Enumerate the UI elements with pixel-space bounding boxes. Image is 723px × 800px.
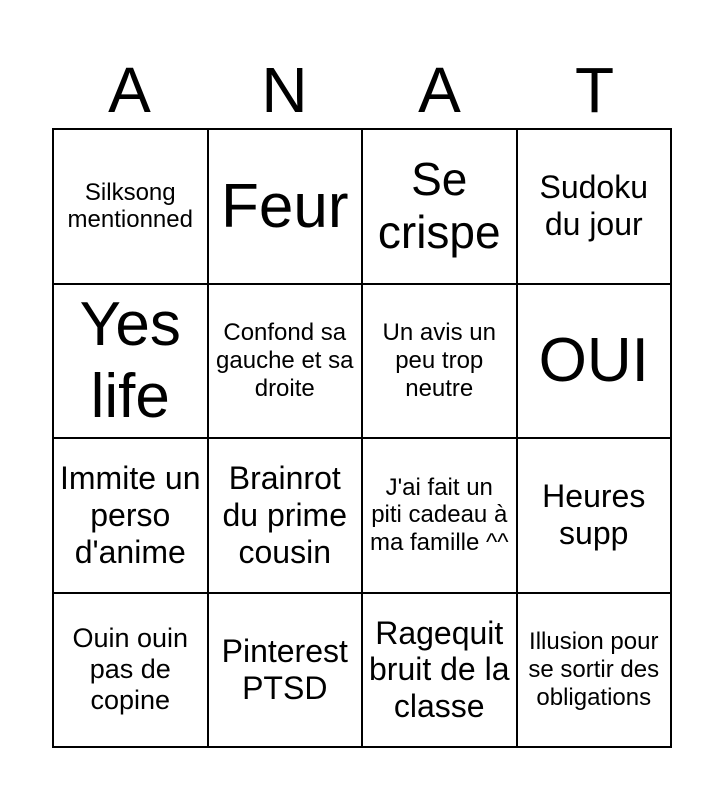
bingo-cell[interactable] xyxy=(517,284,672,439)
bingo-cell[interactable] xyxy=(362,284,517,439)
bingo-cell[interactable] xyxy=(53,438,208,593)
bingo-cell-text: Sudoku du jour xyxy=(539,169,649,243)
bingo-cell-text: Feur xyxy=(221,171,349,241)
bingo-cell[interactable] xyxy=(208,284,363,439)
bingo-cell[interactable] xyxy=(53,284,208,439)
bingo-cell-text: Silksong mentionned xyxy=(67,178,193,234)
bingo-cell[interactable] xyxy=(53,129,208,284)
bingo-cell-text: Confond sa gauche et sa droite xyxy=(216,319,354,402)
bingo-cell[interactable] xyxy=(208,438,363,593)
bingo-cell[interactable] xyxy=(362,129,517,284)
bingo-cell-text: Ragequit bruit de la classe xyxy=(368,614,510,725)
bingo-cell[interactable] xyxy=(362,593,517,748)
bingo-cell-text: J'ai fait un piti cadeau à ma famille ^^ xyxy=(369,473,509,557)
bingo-cell[interactable] xyxy=(208,593,363,748)
bingo-cell[interactable] xyxy=(362,438,517,593)
header-letter: N xyxy=(261,54,308,126)
bingo-cell-text: Immite un perso d'anime xyxy=(60,460,201,570)
bingo-cell-text: Ouin ouin pas de copine xyxy=(72,623,189,716)
bingo-cell[interactable] xyxy=(208,129,363,284)
bingo-cell-text: OUI xyxy=(538,326,649,396)
bingo-header xyxy=(52,52,672,128)
bingo-cell-text: Yes life xyxy=(79,290,181,431)
bingo-cell[interactable] xyxy=(53,593,208,748)
header-letter: A xyxy=(418,54,461,126)
bingo-cell-text: Un avis un peu trop neutre xyxy=(382,319,496,402)
bingo-board xyxy=(52,128,672,748)
bingo-cell[interactable] xyxy=(517,129,672,284)
bingo-cell-text: Brainrot du prime cousin xyxy=(222,460,347,570)
bingo-cell-text: Heures supp xyxy=(542,478,646,552)
bingo-cell-text: Illusion pour se sortir des obligations xyxy=(528,628,660,711)
header-letter: T xyxy=(574,54,615,126)
header-letter: A xyxy=(108,54,151,126)
bingo-cell-text: Se crispe xyxy=(377,153,501,259)
bingo-cell[interactable] xyxy=(517,593,672,748)
bingo-cell[interactable] xyxy=(517,438,672,593)
bingo-cell-text: Pinterest PTSD xyxy=(221,632,348,706)
